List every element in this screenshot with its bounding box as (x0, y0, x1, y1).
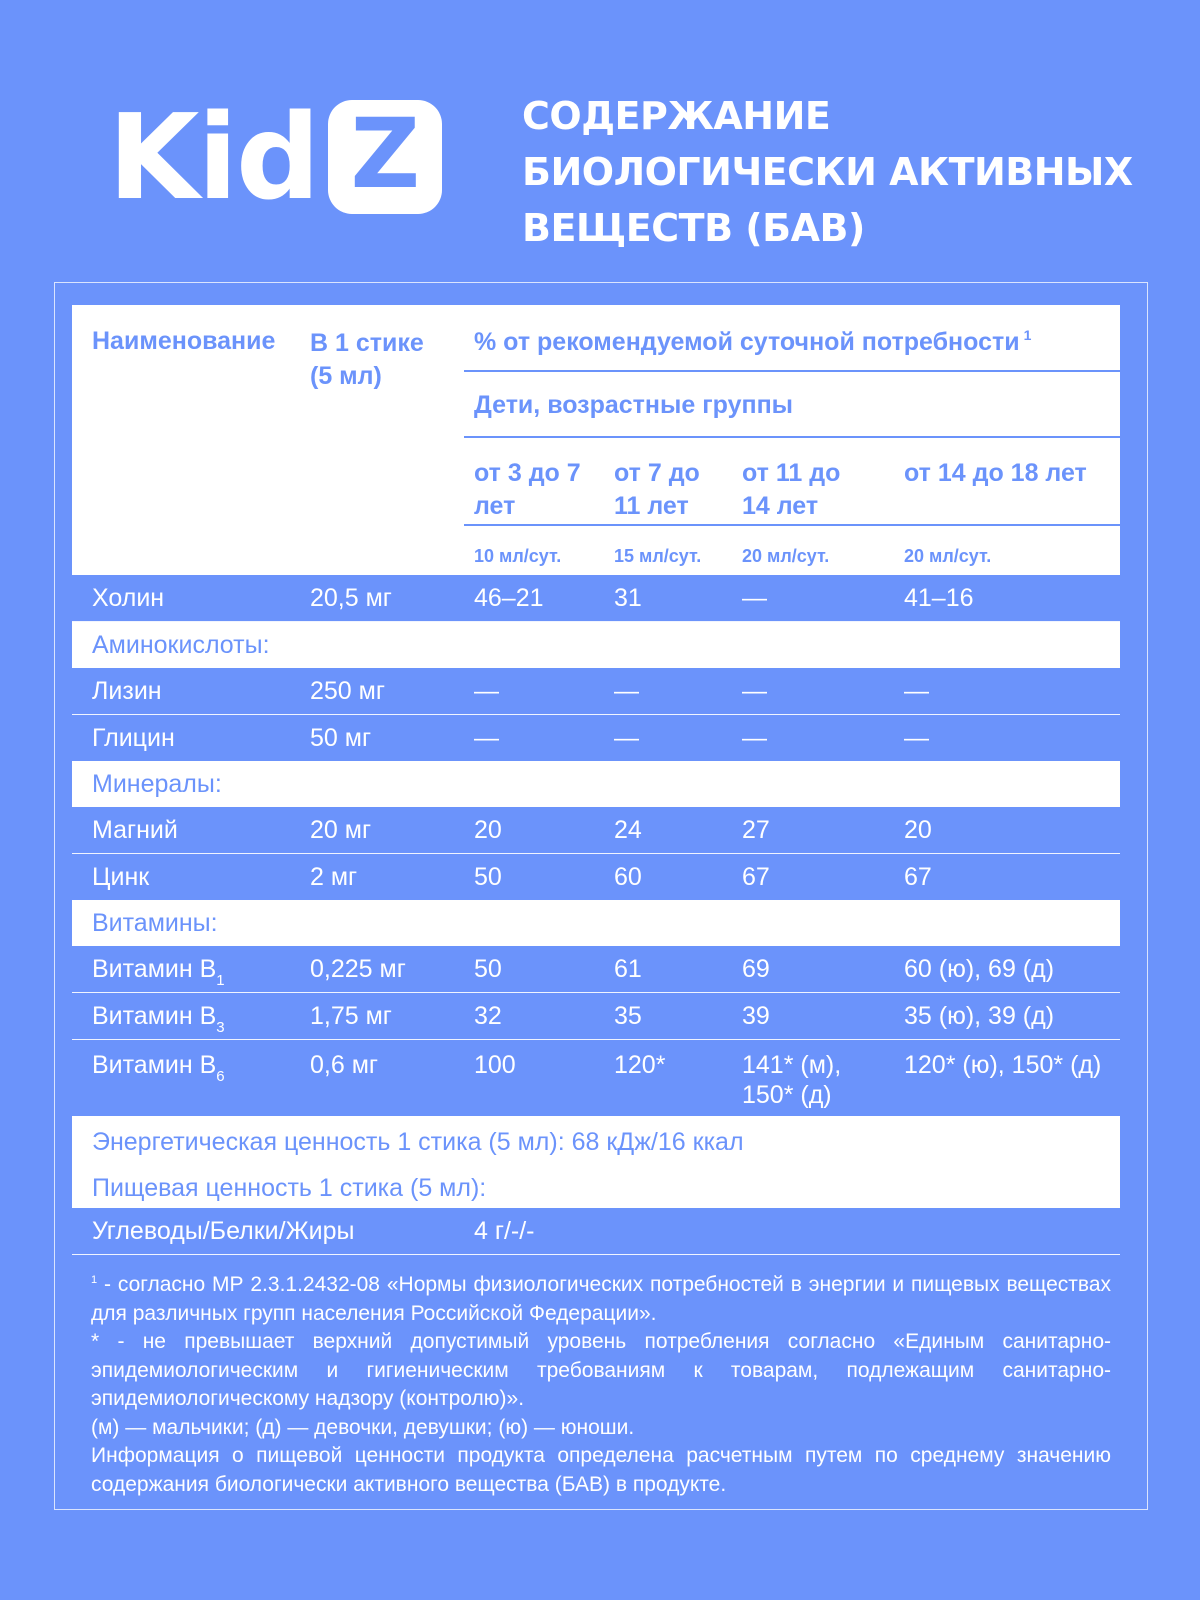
cell-name: Углеводы/Белки/Жиры (92, 1217, 355, 1245)
cell-name: Холин (92, 584, 165, 612)
table-row-macro (72, 1208, 1120, 1255)
cell-v1: 20 (474, 816, 502, 844)
cell-v1: 46–21 (474, 584, 544, 612)
age-group-3-line1: от 11 до (742, 459, 841, 487)
vitamin-subscript: 3 (216, 1019, 225, 1036)
vitamin-subscript: 1 (216, 972, 225, 989)
cell-v4: — (904, 677, 929, 705)
table-row-lysine (72, 668, 1120, 715)
cell-v3-line1: 141* (м), (742, 1051, 842, 1079)
section-label: Аминокислоты: (92, 631, 270, 659)
cell-v1: 50 (474, 863, 502, 891)
cell-v2: 35 (614, 1002, 642, 1030)
page-title (522, 88, 1182, 256)
logo-box (328, 100, 442, 214)
vitamin-subscript: 6 (216, 1068, 225, 1085)
cell-v2: 24 (614, 816, 642, 844)
cell-v1: 50 (474, 955, 502, 983)
cell-v2: 31 (614, 584, 642, 612)
table-row-b1 (72, 946, 1120, 993)
cell-v4: 35 (ю), 39 (д) (904, 1002, 1055, 1030)
footnote-2: * - не превышает верхний допустимый уровень потребления согласно «Единым санитарно-эпидемиологическим и гигиеническим требованиям к товарам, подлежащим санитарно-эпидемиологическому надзору (контролю)». (91, 1330, 1111, 1410)
age-group-3 (742, 457, 840, 523)
cell-v3: — (742, 677, 767, 705)
title-line-3: ВЕЩЕСТВ (БАВ) (522, 206, 865, 250)
cell-v3: — (742, 584, 767, 612)
footnote-4: Информация о пищевой ценности продукта определена расчетным путем по среднему значению содержания биологически активного вещества (БАВ) в продукте. (91, 1444, 1111, 1496)
header-name: Наименование (92, 327, 276, 355)
age-group-2 (614, 457, 700, 523)
cell-v4: 60 (ю), 69 (д) (904, 955, 1055, 983)
nutrition-label: Пищевая ценность 1 стика (5 мл): (92, 1174, 487, 1202)
age-group-1-line1: от 3 до 7 (474, 459, 581, 487)
header-percent-text: % от рекомендуемой суточной потребности (474, 328, 1020, 356)
header-stick (310, 327, 424, 393)
header-percent (474, 327, 1031, 357)
cell-v3: 39 (742, 1002, 770, 1030)
cell-name: Магний (92, 816, 178, 844)
kidz-logo (108, 88, 442, 226)
section-vitamins (72, 900, 1120, 946)
cell-amount: 50 мг (310, 724, 372, 752)
cell-name: Лизин (92, 677, 162, 705)
cell-v2: — (614, 677, 639, 705)
header-stick-line2: (5 мл) (310, 362, 382, 390)
footnotes (91, 1266, 1111, 1499)
cell-v2: — (614, 724, 639, 752)
cell-v3: 69 (742, 955, 770, 983)
vitamin-name: Витамин B (92, 1051, 217, 1079)
table-row-magnesium (72, 807, 1120, 854)
cell-amount: 20 мг (310, 816, 372, 844)
age-group-1-line2: лет (474, 492, 516, 520)
section-label: Витамины: (92, 909, 218, 937)
cell-amount: 20,5 мг (310, 584, 392, 612)
age-group-2-line2: 11 лет (614, 492, 689, 520)
cell-v3: 27 (742, 816, 770, 844)
age-group-4 (904, 457, 1087, 490)
cell-v1: — (474, 724, 499, 752)
cell-v4: — (904, 724, 929, 752)
logo-box-letter: Z (350, 98, 421, 210)
table-row-zinc (72, 854, 1120, 900)
footnote-3: (м) — мальчики; (д) — девочки, девушки; (ю) — юноши. (91, 1415, 635, 1439)
header-stick-line1: В 1 стике (310, 329, 424, 357)
dose-3: 20 мл/сут. (742, 546, 830, 566)
header-percent-note: 1 (1023, 327, 1032, 343)
cell-v3-line2: 150* (д) (742, 1081, 832, 1109)
cell-v4: 41–16 (904, 584, 974, 612)
cell-v3: 67 (742, 863, 770, 891)
cell-v1: — (474, 677, 499, 705)
age-group-1 (474, 457, 581, 523)
section-amino (72, 622, 1120, 668)
cell-name (92, 1050, 225, 1092)
table-row-b3 (72, 993, 1120, 1040)
cell-v3 (742, 1050, 841, 1110)
cell-value: 4 г/-/- (474, 1217, 535, 1245)
cell-amount: 1,75 мг (310, 1002, 392, 1030)
dose-1: 10 мл/сут. (474, 546, 562, 566)
table-row-choline (72, 575, 1120, 622)
cell-name: Глицин (92, 724, 175, 752)
header-divider (464, 436, 1120, 438)
footnote-1-text: - согласно МР 2.3.1.2432-08 «Нормы физиологических потребностей в энергии и пищевых веществах для различных групп населения Российской Федерации». (91, 1273, 1111, 1325)
table-row-glycine (72, 715, 1120, 761)
section-label: Минералы: (92, 770, 222, 798)
vitamin-name: Витамин B (92, 955, 217, 983)
cell-v4: 20 (904, 816, 932, 844)
cell-v4: 67 (904, 863, 932, 891)
cell-amount: 0,6 мг (310, 1051, 379, 1079)
energy-block (72, 1116, 1120, 1208)
cell-amount: 250 мг (310, 677, 385, 705)
footnote-1 (91, 1266, 1111, 1328)
dose-2: 15 мл/сут. (614, 546, 702, 566)
dose-4: 20 мл/сут. (904, 546, 992, 566)
cell-amount: 0,225 мг (310, 955, 406, 983)
energy-value: Энергетическая ценность 1 стика (5 мл): 68 кДж/16 ккал (92, 1128, 744, 1156)
cell-v2: 120* (614, 1051, 666, 1079)
footnote-mark: 1 (91, 1274, 98, 1286)
cell-v1: 100 (474, 1051, 516, 1079)
logo-text: Kid (108, 88, 319, 226)
age-group-3-line2: 14 лет (742, 492, 819, 520)
header-divider (464, 524, 1120, 526)
table-header (72, 305, 1120, 575)
cell-v2: 61 (614, 955, 642, 983)
title-line-1: СОДЕРЖАНИЕ (522, 94, 831, 138)
cell-v1: 32 (474, 1002, 502, 1030)
cell-v4: 120* (ю), 150* (д) (904, 1051, 1102, 1079)
vitamin-name: Витамин B (92, 1002, 217, 1030)
age-group-2-line1: от 7 до (614, 459, 700, 487)
title-line-2: БИОЛОГИЧЕСКИ АКТИВНЫХ (522, 150, 1133, 194)
cell-amount: 2 мг (310, 863, 358, 891)
header-divider (464, 370, 1120, 372)
cell-v3: — (742, 724, 767, 752)
header-kids: Дети, возрастные группы (474, 391, 794, 419)
bav-table (72, 305, 1120, 1255)
age-group-4-line1: от 14 до 18 лет (904, 459, 1087, 487)
cell-v2: 60 (614, 863, 642, 891)
section-minerals (72, 761, 1120, 807)
table-row-b6 (72, 1040, 1120, 1116)
cell-name: Цинк (92, 863, 150, 891)
